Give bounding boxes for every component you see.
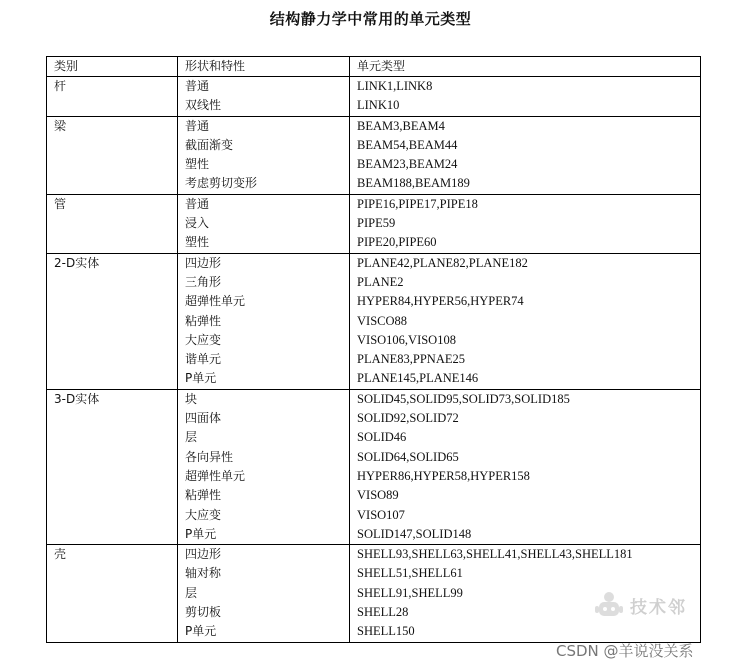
element-type-label: BEAM188,BEAM189 xyxy=(357,176,470,191)
category-label: 管 xyxy=(54,196,67,211)
category-cell xyxy=(47,545,178,642)
table-body xyxy=(47,77,701,643)
element-type-label: BEAM23,BEAM24 xyxy=(357,157,458,172)
shape-label: P单元 xyxy=(185,526,217,541)
shape-label: 块 xyxy=(185,391,198,406)
element-type-label: VISO106,VISO108 xyxy=(357,332,456,347)
shape-label: 四面体 xyxy=(185,411,222,426)
shape-label: 粘弹性 xyxy=(185,313,222,328)
shape-label: 考虑剪切变形 xyxy=(185,176,258,191)
element-type-cell xyxy=(350,77,701,117)
shape-cell xyxy=(178,77,350,117)
shape-label: 塑性 xyxy=(185,235,210,250)
element-type-cell xyxy=(350,194,701,253)
shape-label: P单元 xyxy=(185,371,217,386)
shape-cell xyxy=(178,194,350,253)
category-label: 梁 xyxy=(54,118,67,133)
element-type-label: SOLID45,SOLID95,SOLID73,SOLID185 xyxy=(357,391,570,406)
element-type-label: PLANE83,PPNAE25 xyxy=(357,352,465,367)
shape-label: 大应变 xyxy=(185,507,222,522)
category-cell xyxy=(47,116,178,194)
shape-label: 三角形 xyxy=(185,274,222,289)
shape-label: 大应变 xyxy=(185,332,222,347)
shape-label: 截面渐变 xyxy=(185,137,234,152)
element-type-label: SOLID46 xyxy=(357,430,407,445)
shape-label: 剪切板 xyxy=(185,605,222,620)
element-type-label: PLANE42,PLANE82,PLANE182 xyxy=(357,255,528,270)
shape-label: 普通 xyxy=(185,196,210,211)
element-type-label: LINK1,LINK8 xyxy=(357,79,433,93)
shape-label: 四边形 xyxy=(185,255,222,270)
element-type-label: SOLID64,SOLID65 xyxy=(357,449,459,464)
element-type-label: PLANE145,PLANE146 xyxy=(357,371,479,386)
shape-label: 各向异性 xyxy=(185,449,234,464)
category-label: 2-D实体 xyxy=(54,255,100,270)
shape-label: 双线性 xyxy=(185,98,222,113)
element-type-label: SOLID92,SOLID72 xyxy=(357,411,459,426)
header-shape: 形状和特性 xyxy=(178,57,350,77)
shape-label: 超弹性单元 xyxy=(185,294,246,309)
shape-label: 轴对称 xyxy=(185,566,222,581)
element-type-label: VISCO88 xyxy=(357,313,408,328)
element-type-label: PIPE20,PIPE60 xyxy=(357,235,437,250)
header-element-type: 单元类型 xyxy=(350,57,701,77)
category-cell xyxy=(47,77,178,117)
element-type-label: PLANE2 xyxy=(357,274,404,289)
category-cell xyxy=(47,194,178,253)
table-row xyxy=(47,389,701,544)
shape-label: 层 xyxy=(185,430,198,445)
header-category: 类别 xyxy=(47,57,178,77)
shape-label: 四边形 xyxy=(185,547,222,562)
shape-label: 普通 xyxy=(185,79,210,93)
shape-label: 超弹性单元 xyxy=(185,468,246,483)
element-type-label: SHELL91,SHELL99 xyxy=(357,585,463,600)
element-type-label: VISO107 xyxy=(357,507,405,522)
shape-label: P单元 xyxy=(185,624,217,639)
shape-label: 浸入 xyxy=(185,216,210,231)
element-type-label: SHELL28 xyxy=(357,605,409,620)
shape-cell xyxy=(178,389,350,544)
category-cell xyxy=(47,253,178,389)
watermark-csdn: CSDN @羊说没关系 xyxy=(556,642,694,660)
shape-label: 普通 xyxy=(185,118,210,133)
element-type-label: HYPER86,HYPER58,HYPER158 xyxy=(357,468,530,483)
element-type-table xyxy=(46,56,701,643)
table-row xyxy=(47,194,701,253)
shape-cell xyxy=(178,545,350,642)
table-row xyxy=(47,116,701,194)
robot-mascot-icon xyxy=(592,588,626,622)
watermark-logo xyxy=(592,588,702,622)
element-type-label: LINK10 xyxy=(357,98,400,113)
element-type-label: PIPE59 xyxy=(357,216,396,231)
table-row xyxy=(47,253,701,389)
element-type-label: SOLID147,SOLID148 xyxy=(357,526,472,541)
element-type-label: SHELL51,SHELL61 xyxy=(357,566,463,581)
shape-label: 层 xyxy=(185,585,198,600)
element-type-cell xyxy=(350,253,701,389)
table-header-row xyxy=(47,57,701,77)
watermark-logo-text: 技术邻 xyxy=(630,597,687,618)
element-type-label: SHELL93,SHELL63,SHELL41,SHELL43,SHELL181 xyxy=(357,547,633,562)
table-row xyxy=(47,77,701,117)
category-label: 3-D实体 xyxy=(54,391,100,406)
shape-cell xyxy=(178,253,350,389)
element-type-cell xyxy=(350,116,701,194)
element-type-label: BEAM3,BEAM4 xyxy=(357,118,445,133)
element-type-cell xyxy=(350,389,701,544)
category-label: 壳 xyxy=(54,547,67,562)
element-type-label: PIPE16,PIPE17,PIPE18 xyxy=(357,196,478,211)
element-type-label: VISO89 xyxy=(357,488,399,503)
shape-cell xyxy=(178,116,350,194)
shape-label: 谐单元 xyxy=(185,352,222,367)
category-label: 杆 xyxy=(54,79,67,93)
element-type-label: HYPER84,HYPER56,HYPER74 xyxy=(357,294,524,309)
category-cell xyxy=(47,389,178,544)
page-title: 结构静力学中常用的单元类型 xyxy=(269,10,472,28)
shape-label: 塑性 xyxy=(185,157,210,172)
element-type-label: SHELL150 xyxy=(357,624,415,639)
shape-label: 粘弹性 xyxy=(185,488,222,503)
element-type-label: BEAM54,BEAM44 xyxy=(357,137,458,152)
